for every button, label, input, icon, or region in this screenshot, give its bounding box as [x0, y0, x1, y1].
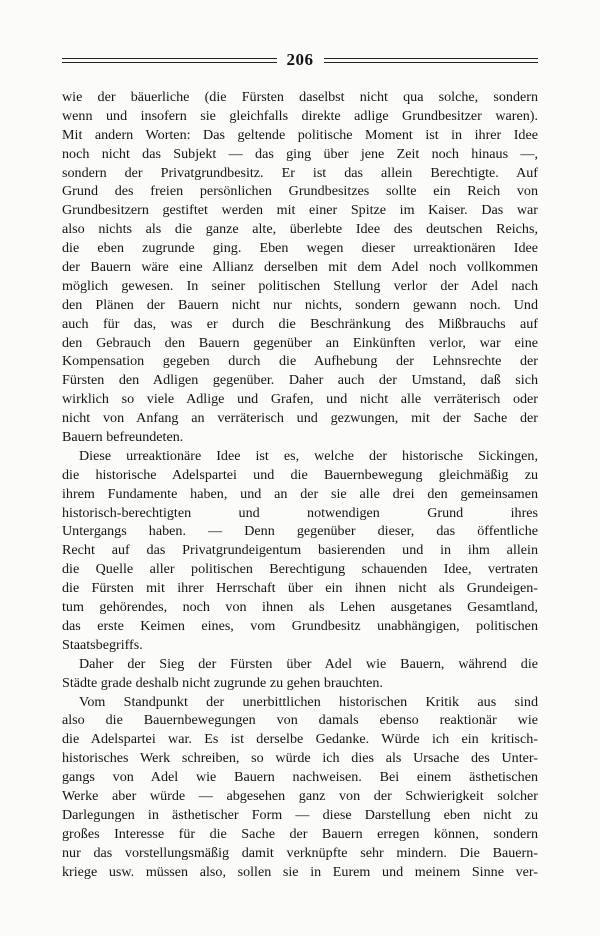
- text-line: historisches Werk schreiben, so würde ich dies als Ursache des Unter-: [62, 750, 538, 767]
- text-line: Grund des freien persönlichen Grundbesitzes sollte ein Reich von: [62, 183, 538, 200]
- text-line: wie der bäuerliche (die Fürsten daselbst nicht qua solche, sondern: [62, 89, 538, 105]
- text-line: Mit andern Worten: Das geltende politische Moment ist in ihrer Idee: [62, 126, 538, 143]
- page-header: [62, 48, 538, 72]
- text-line: Kompensation gegeben durch die Aufhebung der Lehnsrechte der: [62, 353, 538, 370]
- text-line: wirklich so viele Adlige und Grafen, und nicht alle verräterisch oder: [62, 391, 538, 408]
- header-rule-right: [324, 58, 539, 63]
- text-line: die eben zugrunde ging. Eben wegen dieser urreaktionären Idee: [62, 240, 538, 257]
- text-line: Vom Standpunkt der unerbittlichen historischen Kritik aus sind: [79, 693, 538, 710]
- text-line: Bauern befreundeten.: [62, 429, 184, 446]
- text-line: sondern der Privatgrundbesitz. Er ist das allein Berechtigte. Auf: [62, 164, 538, 181]
- text-line: die historische Adelspartei und die Bauernbewegung gleichmäßig zu: [62, 466, 538, 483]
- text-line: den Gebrauch den Bauern gegenüber an Einkünften verlor, war eine: [62, 334, 538, 351]
- text-line: den Plänen der Bauern nicht nur nichts, sondern gewann noch. Und: [62, 296, 538, 313]
- text-line: Darlegungen in ästhetischer Form — diese Darstellung eben nicht zu: [62, 806, 538, 823]
- paragraph: [62, 88, 538, 447]
- header-rule-left: [62, 58, 277, 63]
- text-line: Städte grade deshalb nicht zugrunde zu gehen brauchten.: [62, 674, 383, 691]
- paragraph: [62, 655, 538, 693]
- text-line: Staatsbegriffs.: [62, 636, 143, 653]
- text-line: Werke aber würde — abgesehen ganz von der Schwierigkeit solcher: [62, 787, 538, 804]
- text-line: auch für das, was er durch die Beschränkung des Mißbrauchs auf: [62, 315, 538, 332]
- text-line: Daher der Sieg der Fürsten über Adel wie Bauern, während die: [79, 655, 538, 672]
- text-line: wenn und insofern sie gleichfalls direkte adlige Grundbesitzer waren).: [62, 107, 538, 124]
- paragraph: [62, 693, 538, 882]
- text-line: Untergangs haben. — Denn gegenüber dieser, das öffentliche: [62, 523, 538, 540]
- text-line: ihrem Fundamente haben, und an der sie alle drei den gemeinsamen: [62, 485, 538, 502]
- text-line: Diese urreaktionäre Idee ist es, welche der historische Sickingen,: [79, 447, 538, 464]
- text-line: Fürsten den Adligen gegenüber. Daher auch der Umstand, daß sich: [62, 372, 538, 389]
- text-line: historisch-berechtigten und notwendigen Grund ihres: [62, 504, 538, 521]
- text-line: die Adelspartei war. Es ist derselbe Gedanke. Würde ich ein kritisch-: [62, 731, 538, 748]
- text-line: noch nicht das Subjekt — das ging über jene Zeit noch hinaus —,: [62, 145, 538, 162]
- text-line: die Fürsten mit ihrer Herrschaft über ein ihnen nicht als Grundeigen-: [62, 580, 538, 597]
- text-line: tum gehörendes, noch von ihnen als Lehen ausgetanes Gesamtland,: [62, 599, 538, 616]
- text-line: Recht auf das Privatgrundeigentum basierenden und in ihm allein: [62, 542, 538, 559]
- text-line: gangs von Adel wie Bauern nachweisen. Bei einem ästhetischen: [62, 769, 538, 786]
- text-line: großes Interesse für die Sache der Bauern erregen können, sondern: [62, 825, 538, 842]
- text-line: der Bauern wäre eine Allianz derselben mit dem Adel noch vollkommen: [62, 259, 538, 276]
- text-line: die Quelle aller politischen Berechtigung schauenden Idee, vertraten: [62, 561, 538, 578]
- text-line: nicht von Anfang an verräterisch und gezwungen, mit der Sache der: [62, 410, 538, 427]
- text-line: möglich gewesen. In seiner politischen Stellung verlor der Adel nach: [62, 277, 538, 294]
- paragraph: [62, 447, 538, 655]
- text-line: das erste Keimen eines, vom Grundbesitz unabhängigen, politischen: [62, 617, 538, 634]
- body-text: [62, 88, 538, 881]
- text-line: also nichts als die ganze alte, überlebte Idee des deutschen Reichs,: [62, 221, 538, 238]
- text-line: Grundbesitzern gestiftet werden mit einer Spitze im Kaiser. Das war: [62, 202, 538, 219]
- page-number: 206: [286, 50, 314, 69]
- text-line: also die Bauernbewegungen von damals ebenso reaktionär wie: [62, 712, 538, 729]
- text-line: nur das vorstellungsmäßig damit verknüpfte sehr mindern. Die Bauern-: [62, 844, 538, 861]
- text-line: kriege usw. müssen also, sollen sie in Eurem und meinem Sinne ver-: [62, 863, 538, 880]
